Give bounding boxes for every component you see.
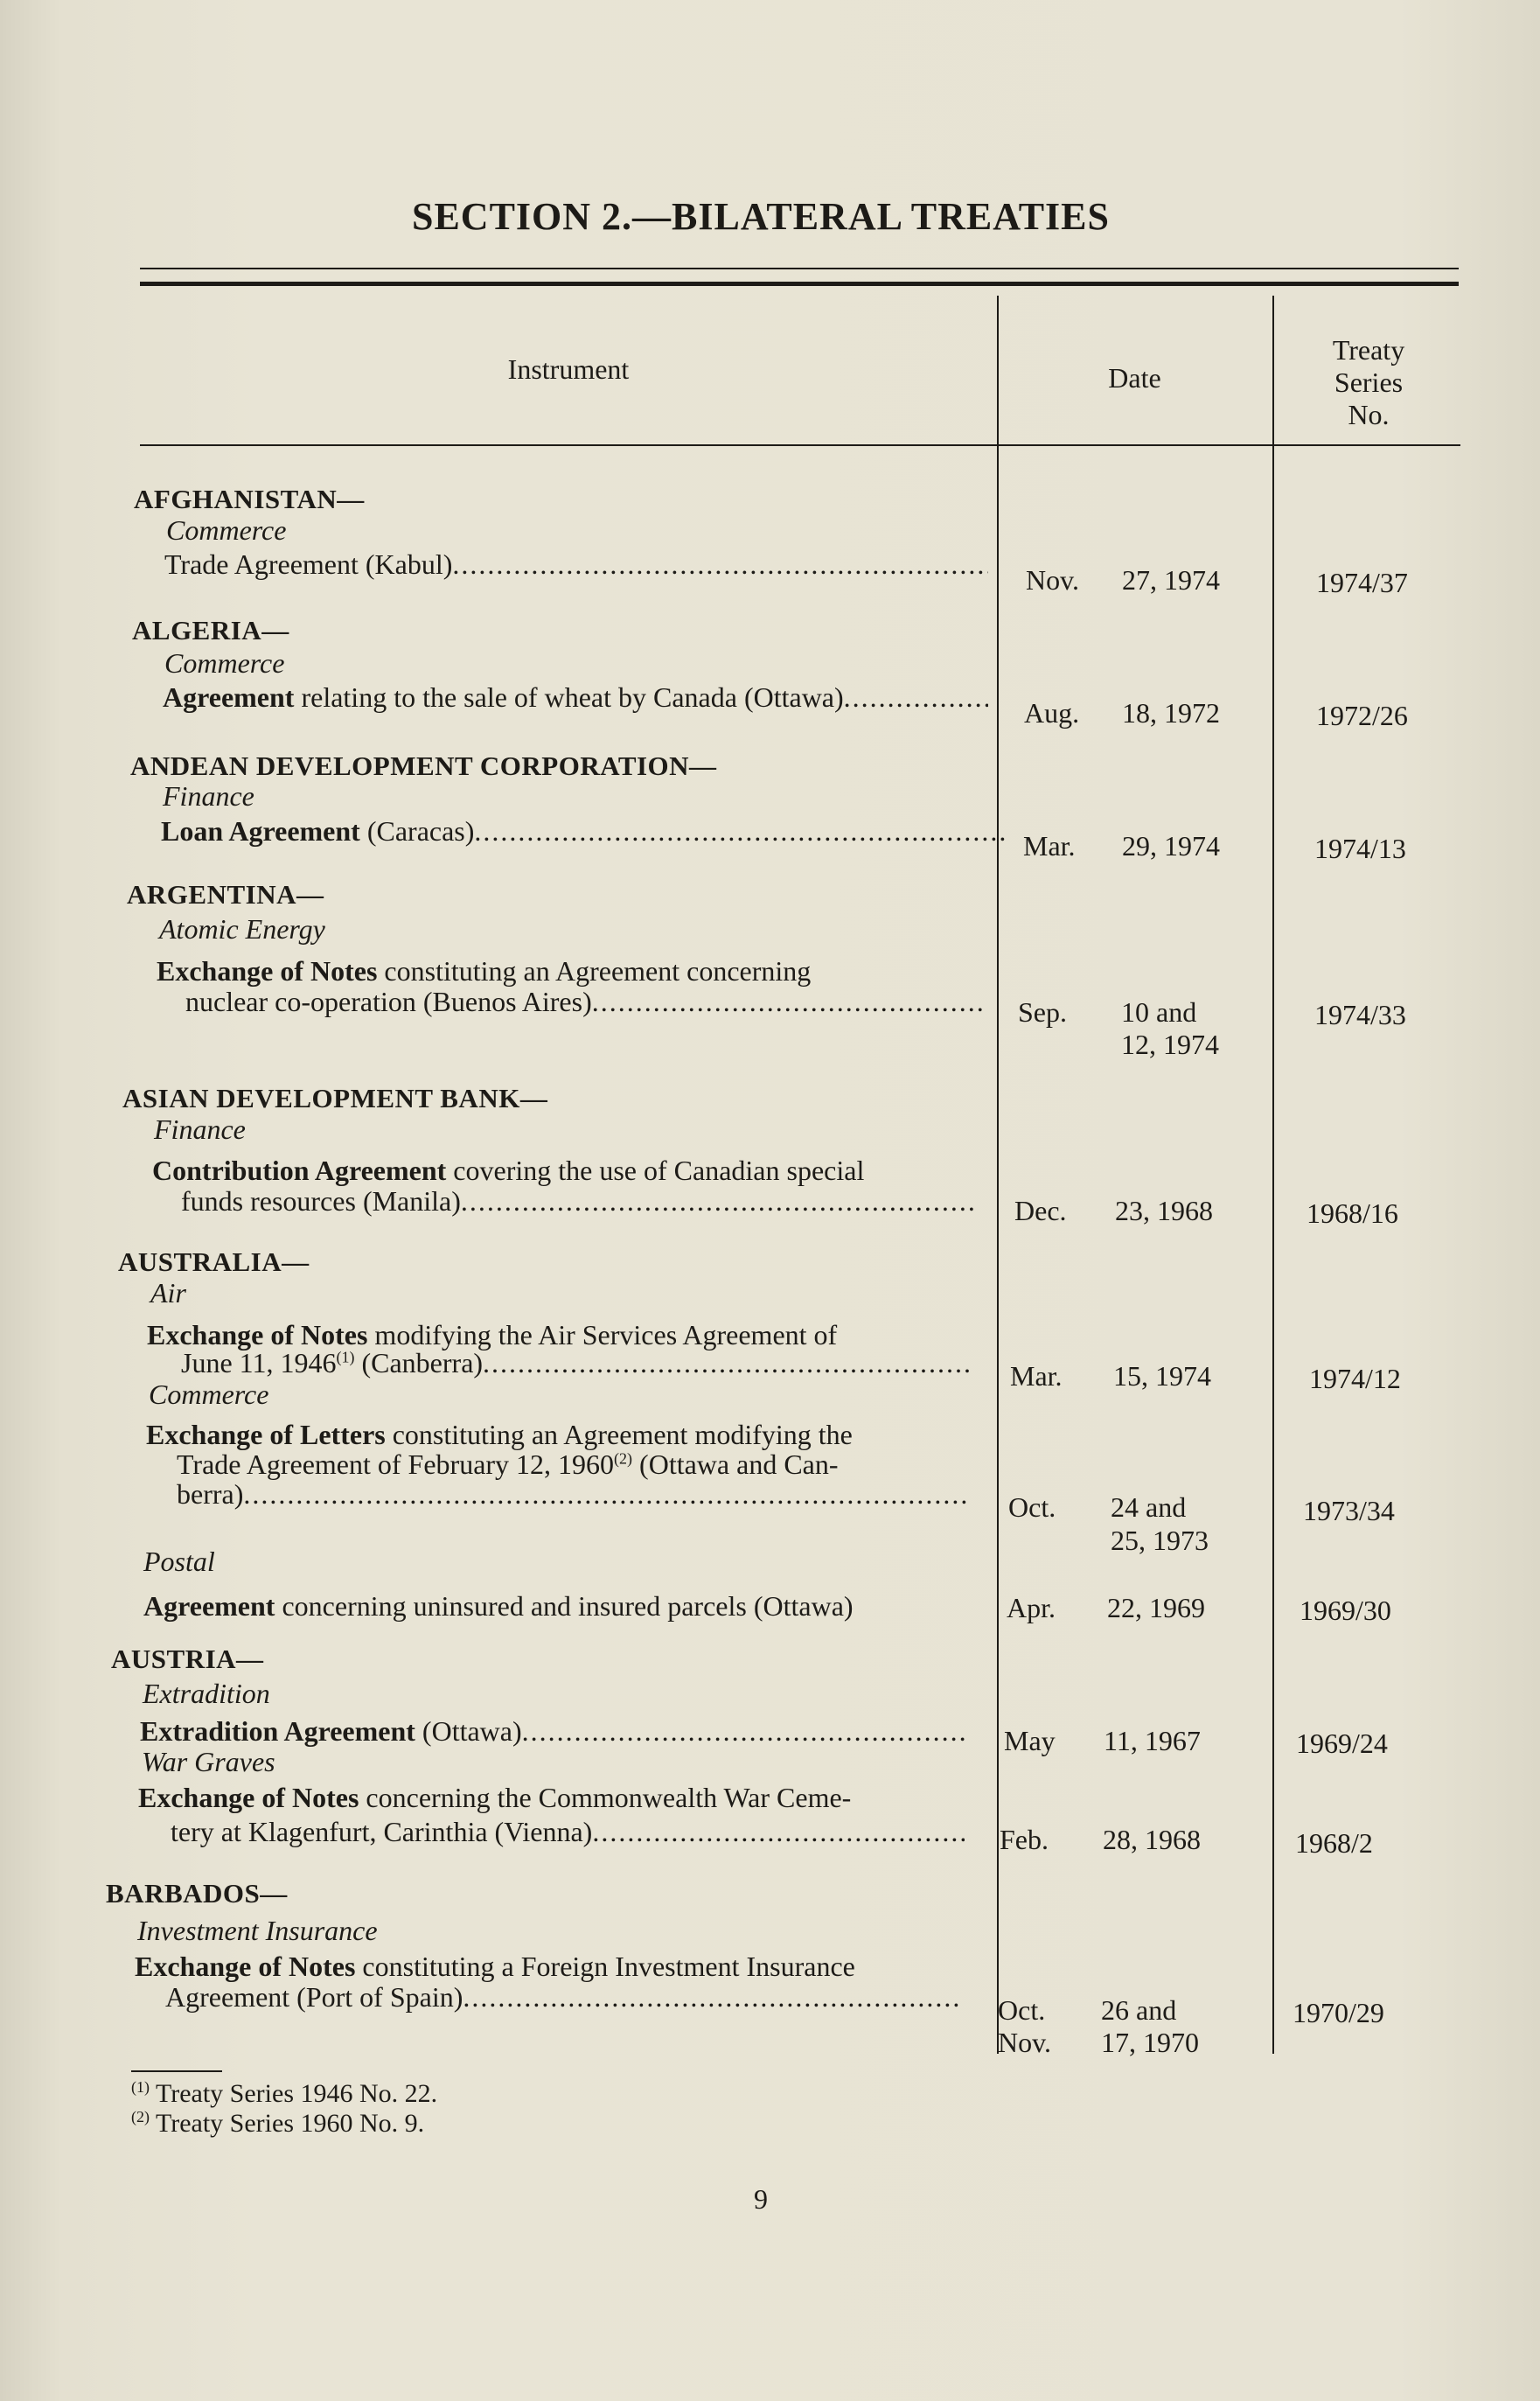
header-rule-double [140,282,1459,286]
instrument-entry-line1 [157,955,811,988]
instrument-text: tery at Klagenfurt, Carinthia (Vienna) [171,1816,593,1847]
category-label: Postal [143,1546,215,1577]
date-month: Sep. [1018,996,1067,1028]
date-day-line2: 25, 1973 [1111,1525,1209,1556]
leader-dots [522,1715,966,1748]
date-day: 22, 1969 [1107,1592,1205,1623]
footnote-mark: (2) [131,2108,150,2125]
date-month: Mar. [1010,1360,1063,1392]
footnote-2 [131,2108,424,2139]
category-label: Commerce [166,514,287,546]
date-month: Apr. [1007,1592,1056,1623]
instrument-text: Agreement (Port of Spain) [165,1981,463,2013]
instrument-entry-line2 [185,986,983,1018]
instrument-entry [161,815,1007,848]
country-heading: ASIAN DEVELOPMENT BANK— [122,1083,548,1113]
instrument-text: (Ottawa) [415,1715,522,1747]
treaty-series-number: 1974/37 [1316,567,1408,598]
date-month: Oct. [1008,1491,1056,1523]
footnote-rule [131,2070,222,2072]
footnote-text: Treaty Series 1960 No. 9. [150,2109,425,2138]
treaty-series-number: 1974/13 [1314,833,1406,864]
category-label: Commerce [149,1378,269,1410]
footnote-ref: (2) [614,1449,633,1468]
footnote-ref: (1) [336,1348,355,1366]
category-label: Commerce [164,647,285,679]
instrument-text: relating to the sale of wheat by Canada (Ottawa) [294,681,844,713]
date-month: Nov. [1026,564,1080,596]
leader-dots [483,1347,972,1379]
date-day: 23, 1968 [1115,1195,1213,1226]
country-heading: ANDEAN DEVELOPMENT CORPORATION— [130,750,717,781]
category-label: Atomic Energy [159,913,325,945]
instrument-text: constituting an Agreement concerning [377,955,812,987]
instrument-entry-line2 [165,1981,961,2014]
date-day-line2: 12, 1974 [1121,1029,1219,1060]
leader-dots [592,986,983,1018]
instrument-entry-line1 [138,1782,851,1814]
country-heading: ARGENTINA— [127,879,324,910]
instrument-bold: Exchange of Notes [138,1782,359,1813]
date-month: Feb. [1000,1824,1049,1855]
header-rule-top [140,268,1459,269]
instrument-entry [164,548,988,581]
treaty-series-number: 1968/16 [1307,1197,1398,1229]
date-day: 11, 1967 [1104,1725,1201,1756]
date-day: 27, 1974 [1122,564,1220,596]
instrument-bold: Agreement [143,1590,275,1622]
leader-dots [461,1185,973,1218]
date-month: Mar. [1023,830,1076,862]
leader-dots [463,1981,961,2014]
country-heading: AUSTRIA— [111,1644,264,1674]
instrument-bold: Loan Agreement [161,815,360,847]
category-label: Finance [154,1113,246,1145]
instrument-entry-line2 [171,1816,965,1848]
instrument-text: Trade Agreement of February 12, 1960 [177,1448,615,1480]
treaty-series-number: 1972/26 [1316,700,1408,731]
instrument-text: constituting an Agreement modifying the [385,1419,853,1450]
date-day: 24 and [1111,1491,1187,1523]
country-heading: ALGERIA— [132,615,289,646]
instrument-text: concerning the Commonwealth War Ceme- [359,1782,852,1813]
category-label: Investment Insurance [137,1915,378,1946]
date-day: 15, 1974 [1113,1360,1211,1392]
header-rule-bottom [140,444,1460,446]
treaty-series-number: 1970/29 [1293,1997,1384,2028]
instrument-entry-line1 [146,1419,853,1451]
instrument-text: constituting a Foreign Investment Insurance [355,1951,855,1982]
treaty-series-number: 1973/34 [1303,1495,1395,1526]
category-label: Finance [163,780,254,812]
date-day: 18, 1972 [1122,697,1220,729]
category-label: Air [150,1277,186,1309]
instrument-text: concerning uninsured and insured parcels (Ottawa) [275,1590,854,1622]
column-divider-date [997,296,999,2054]
instrument-bold: Extradition Agreement [140,1715,415,1747]
instrument-text: June 11, 1946 [181,1347,337,1378]
country-heading: AUSTRALIA— [118,1246,310,1277]
column-header-treaty-series-line3: No. [1348,399,1390,430]
instrument-text: berra) [177,1478,244,1510]
instrument-entry-line1 [152,1155,864,1187]
category-label: War Graves [142,1746,275,1777]
date-month: May [1004,1725,1056,1756]
instrument-text: covering the use of Canadian special [446,1155,865,1186]
instrument-bold: Contribution Agreement [152,1155,447,1186]
instrument-entry-line2 [177,1448,839,1481]
column-divider-series [1272,296,1274,2054]
date-month-line2: Nov. [998,2027,1052,2058]
instrument-text: nuclear co-operation (Buenos Aires) [185,986,592,1017]
instrument-entry-line1 [135,1951,855,1983]
date-day: 26 and [1101,1994,1177,2026]
instrument-bold: Exchange of Notes [135,1951,356,1982]
instrument-bold: Exchange of Letters [146,1419,386,1450]
column-header-treaty-series [1277,334,1460,431]
leader-dots [592,1816,965,1848]
footnote-mark: (1) [131,2078,150,2096]
treaty-series-number: 1974/33 [1314,999,1406,1030]
treaty-series-number: 1969/30 [1300,1595,1391,1626]
instrument-text: (Caracas) [359,815,475,847]
column-header-treaty-series-line1: Treaty [1332,334,1405,366]
instrument-text: (Canberra) [354,1347,484,1378]
instrument-entry-line2 [181,1347,972,1379]
treaty-series-number: 1974/12 [1309,1363,1401,1394]
leader-dots [474,815,1007,848]
leader-dots [844,681,988,714]
date-day: 10 and [1121,996,1197,1028]
page-number: 9 [754,2183,768,2215]
leader-dots [243,1478,971,1511]
instrument-entry [140,1715,966,1748]
date-month: Aug. [1024,697,1080,729]
column-header-treaty-series-line2: Series [1334,366,1404,398]
instrument-text: Trade Agreement (Kabul) [164,548,453,580]
instrument-entry [163,681,988,714]
treaty-series-number: 1969/24 [1296,1727,1388,1759]
date-month: Dec. [1014,1195,1067,1226]
instrument-text: modifying the Air Services Agreement of [367,1319,838,1351]
page-title: SECTION 2.—BILATERAL TREATIES [411,195,1111,238]
leader-dots [452,548,988,581]
instrument-bold: Exchange of Notes [157,955,378,987]
country-heading: AFGHANISTAN— [134,484,365,514]
footnote-text: Treaty Series 1946 No. 22. [150,2079,438,2108]
instrument-bold: Agreement [163,681,295,713]
column-header-instrument: Instrument [507,353,630,385]
column-header-date: Date [1108,362,1161,394]
country-heading: BARBADOS— [106,1878,288,1909]
instrument-entry-line3 [177,1478,971,1511]
instrument-entry [143,1590,854,1623]
category-label: Extradition [143,1678,270,1709]
date-day: 29, 1974 [1122,830,1220,862]
treaty-series-number: 1968/2 [1295,1827,1373,1859]
instrument-bold: Exchange of Notes [147,1319,368,1351]
date-day: 28, 1968 [1103,1824,1201,1855]
instrument-text: (Ottawa and Can- [632,1448,839,1480]
date-day-line2: 17, 1970 [1101,2027,1199,2058]
instrument-text: funds resources (Manila) [181,1185,461,1217]
instrument-entry-line2 [181,1185,973,1218]
date-month: Oct. [998,1994,1046,2026]
footnote-1 [131,2078,437,2110]
